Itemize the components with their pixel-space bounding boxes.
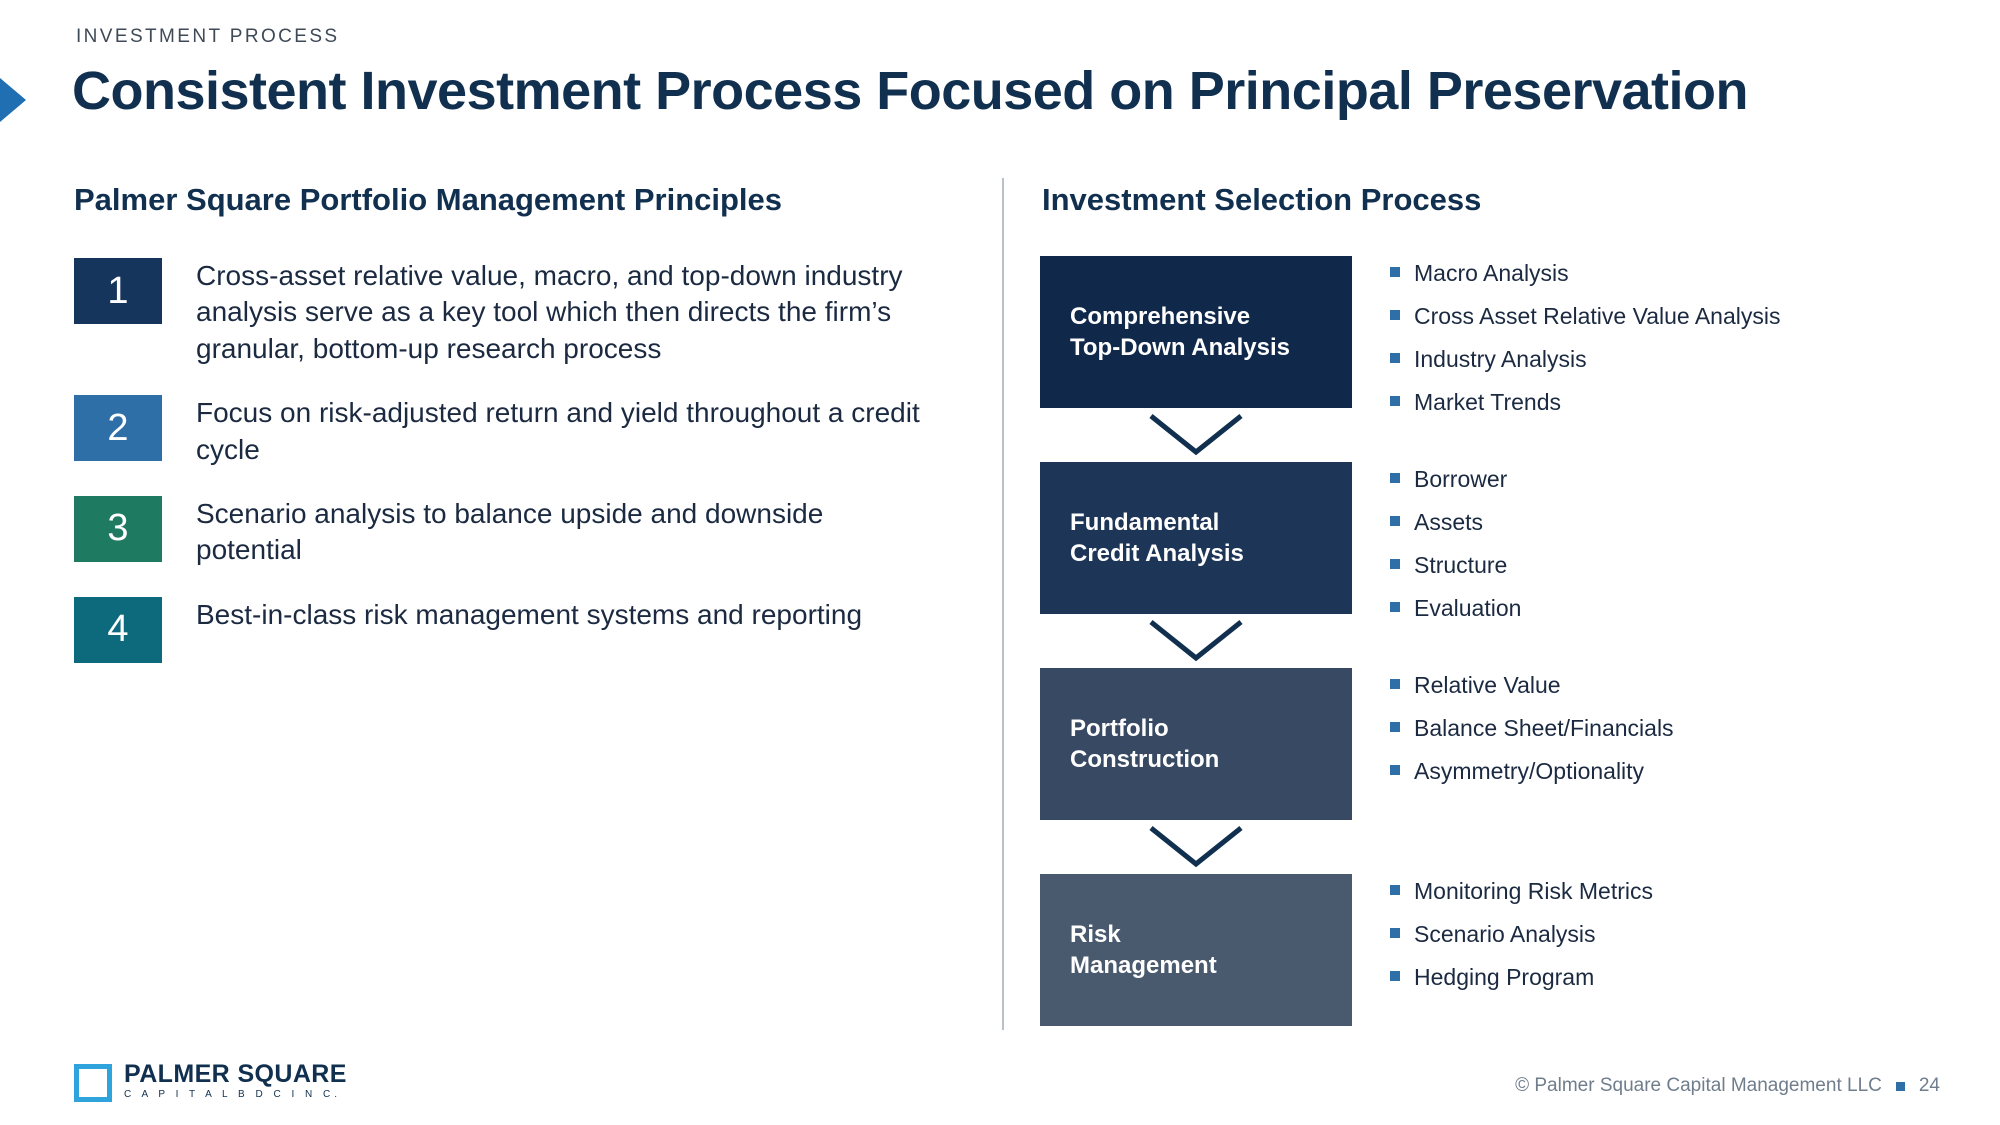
bullet-square-icon	[1896, 1082, 1905, 1091]
chevron-down-icon	[1040, 820, 1352, 874]
bullet-square-icon	[1390, 722, 1400, 732]
list-item	[1390, 256, 1950, 290]
flow-step	[1040, 462, 1522, 622]
flow-step-bullets	[1390, 256, 1950, 428]
flow-step-label-line2: Management	[1070, 952, 1217, 979]
chevron-down-icon	[1040, 614, 1352, 668]
list-item	[74, 496, 974, 569]
page-number: 24	[1918, 1075, 1940, 1096]
bullet-square-icon	[1390, 765, 1400, 775]
bullet-text: Hedging Program	[1414, 964, 1595, 991]
bullet-square-icon	[1390, 559, 1400, 569]
page-title: Consistent Investment Process Focused on Principal Preservation	[72, 61, 1749, 121]
bullet-text: Cross Asset Relative Value Analysis	[1414, 303, 1781, 330]
process-flow	[1040, 256, 1781, 1026]
flow-step-label-line2: Top-Down Analysis	[1070, 334, 1291, 361]
principle-text: Scenario analysis to balance upside and downside potential	[196, 497, 824, 566]
flow-step	[1040, 668, 1674, 820]
column-divider	[1002, 178, 1004, 1030]
bullet-text: Scenario Analysis	[1414, 921, 1596, 948]
bullet-square-icon	[1390, 971, 1400, 981]
list-item	[1390, 754, 1950, 788]
principle-number: 2	[74, 395, 162, 461]
principle-number: 4	[74, 597, 162, 663]
list-item	[1390, 299, 1950, 333]
bullet-text: Monitoring Risk Metrics	[1414, 878, 1653, 904]
accent-arrow-icon	[0, 78, 26, 122]
bullet-square-icon	[1390, 310, 1400, 320]
list-item	[1390, 874, 1950, 908]
flow-step-label-line1: Risk	[1070, 920, 1121, 948]
bullet-text: Assets	[1414, 509, 1484, 536]
logo-subtitle: C A P I T A L B D C I N C.	[124, 1089, 342, 1100]
bullet-text: Macro Analysis	[1414, 260, 1569, 286]
list-item	[74, 258, 974, 367]
list-item	[1390, 668, 1950, 702]
bullet-text: Industry Analysis	[1414, 346, 1587, 373]
bullet-square-icon	[1390, 396, 1400, 406]
flow-step	[1040, 874, 1653, 1026]
logo-square-icon	[74, 1064, 112, 1102]
bullet-text: Borrower	[1414, 466, 1508, 492]
list-item	[1390, 548, 1950, 582]
principle-text: Cross-asset relative value, macro, and top-down industry analysis serve as a key tool which then directs the firm’s granular, bottom-up research process	[196, 260, 903, 364]
copyright-text: © Palmer Square Capital Management LLC	[1515, 1075, 1882, 1096]
flow-step-bullets	[1390, 668, 1950, 797]
principle-number: 3	[74, 496, 162, 562]
flow-step-bullets	[1390, 874, 1950, 1003]
flow-step-bullets	[1390, 462, 1950, 634]
bullet-text: Evaluation	[1414, 595, 1522, 622]
list-item	[1390, 591, 1950, 625]
flow-step-box	[1040, 462, 1352, 614]
flow-step-box	[1040, 256, 1352, 408]
bullet-text: Asymmetry/Optionality	[1414, 758, 1645, 785]
list-item	[1390, 342, 1950, 376]
bullet-text: Relative Value	[1414, 672, 1561, 698]
principle-text: Best-in-class risk management systems and reporting	[196, 598, 863, 630]
bullet-square-icon	[1390, 885, 1400, 895]
bullet-square-icon	[1390, 267, 1400, 277]
bullet-square-icon	[1390, 516, 1400, 526]
list-item	[1390, 960, 1950, 994]
list-item	[1390, 917, 1950, 951]
bullet-text: Structure	[1414, 552, 1508, 579]
chevron-down-icon	[1040, 408, 1352, 462]
eyebrow-label: INVESTMENT PROCESS	[76, 26, 340, 47]
principles-heading: Palmer Square Portfolio Management Principles	[74, 182, 783, 217]
principles-list	[74, 258, 974, 691]
list-item	[1390, 711, 1950, 745]
footer-meta	[1515, 1075, 1940, 1097]
list-item	[74, 395, 974, 468]
bullet-square-icon	[1390, 353, 1400, 363]
list-item	[1390, 505, 1950, 539]
principle-number: 1	[74, 258, 162, 324]
bullet-square-icon	[1390, 928, 1400, 938]
bullet-text: Market Trends	[1414, 389, 1561, 416]
flow-step-label-line1: Portfolio	[1070, 714, 1169, 742]
list-item	[1390, 385, 1950, 419]
process-heading: Investment Selection Process	[1042, 182, 1482, 217]
principle-text: Focus on risk-adjusted return and yield throughout a credit cycle	[196, 397, 920, 465]
bullet-square-icon	[1390, 473, 1400, 483]
list-item	[74, 597, 974, 663]
flow-step-box	[1040, 874, 1352, 1026]
bullet-square-icon	[1390, 602, 1400, 612]
flow-step-label-line2: Construction	[1070, 746, 1220, 773]
flow-step-box	[1040, 668, 1352, 820]
flow-step-label-line2: Credit Analysis	[1070, 540, 1244, 567]
bullet-square-icon	[1390, 679, 1400, 689]
bullet-text: Balance Sheet/Financials	[1414, 715, 1674, 742]
list-item	[1390, 462, 1950, 496]
logo-name: PALMER SQUARE	[124, 1060, 347, 1088]
company-logo	[74, 1062, 347, 1103]
flow-step-label-line1: Fundamental	[1070, 508, 1220, 536]
flow-step	[1040, 256, 1781, 416]
flow-step-label-line1: Comprehensive	[1070, 302, 1251, 330]
